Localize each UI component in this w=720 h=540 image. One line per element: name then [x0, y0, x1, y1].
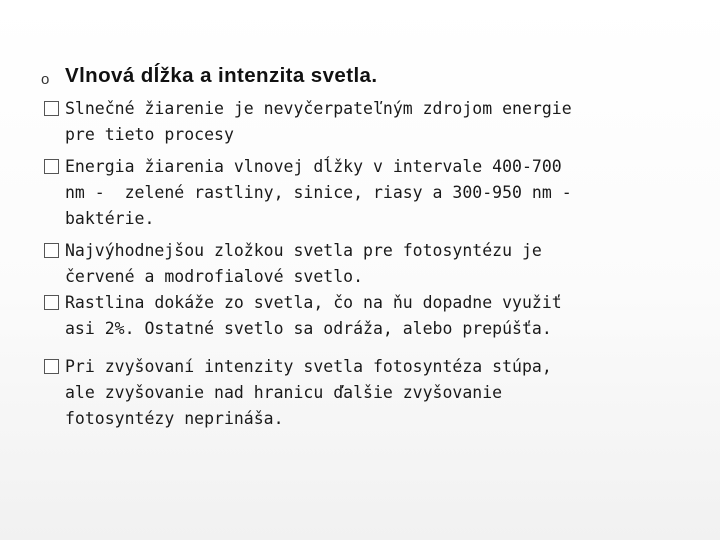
slide-heading [41, 64, 701, 92]
bullet-line: Rastlina dokáže zo svetla, čo na ňu dopadne využiť [65, 293, 562, 312]
bullet-line: Slnečné žiarenie je nevyčerpateľným zdrojom energie [65, 99, 572, 118]
circle-bullet-icon: o [41, 71, 50, 88]
bullet-line: baktérie. [65, 209, 155, 228]
square-bullet-icon [44, 295, 59, 310]
square-bullet-icon [44, 159, 59, 174]
square-bullet-icon [44, 101, 59, 116]
square-bullet-icon [44, 359, 59, 374]
bullet-line: pre tieto procesy [65, 125, 234, 144]
heading-text: Vlnová dĺžka a intenzita svetla. [65, 64, 378, 87]
bullet-line: ale zvyšovanie nad hranicu ďalšie zvyšovanie [65, 383, 503, 402]
bullet-line: červené a modrofialové svetlo. [65, 267, 364, 286]
bullet-line: Pri zvyšovaní intenzity svetla fotosyntéza stúpa, [65, 357, 552, 376]
square-bullet-icon [44, 243, 59, 258]
bullet-line: Najvýhodnejšou zložkou svetla pre fotosyntézu je [65, 241, 542, 260]
bullet-line: Energia žiarenia vlnovej dĺžky v intervale 400-700 [65, 157, 562, 176]
bullet-line: fotosyntézy neprináša. [65, 409, 284, 428]
bullet-line: nm - zelené rastliny, sinice, riasy a 300-950 nm - [65, 183, 572, 202]
bullet-line: asi 2%. Ostatné svetlo sa odráža, alebo prepúšťa. [65, 319, 552, 338]
